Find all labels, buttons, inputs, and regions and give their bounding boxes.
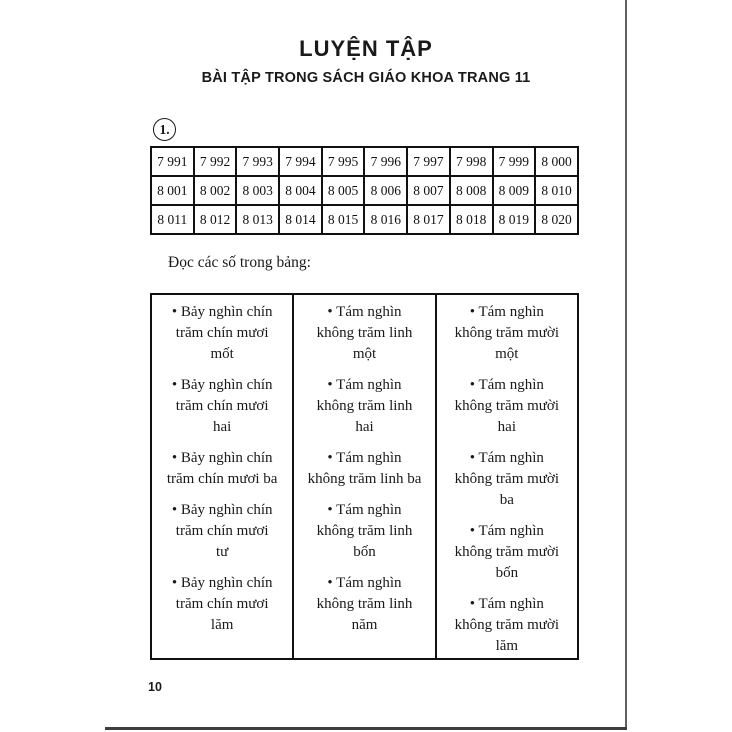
number-cell: 8 013 <box>236 205 279 234</box>
number-cell: 8 019 <box>493 205 536 234</box>
number-cell: 7 996 <box>364 147 407 176</box>
exercise-number-badge <box>153 118 176 141</box>
number-cell: 8 006 <box>364 176 407 205</box>
number-table-row <box>151 176 578 205</box>
reading-item: • Bảy nghìn chín trăm chín mươi tư <box>171 502 273 560</box>
reading-item: • Tám nghìn không trăm linh một <box>316 304 413 362</box>
reading-item: • Tám nghìn không trăm linh năm <box>316 575 413 633</box>
number-cell: 8 005 <box>322 176 365 205</box>
number-cell: 8 011 <box>151 205 194 234</box>
number-cell: 8 010 <box>535 176 578 205</box>
page-title: LUYỆN TẬP <box>299 36 433 61</box>
reading-column <box>294 295 436 658</box>
page-edge-bottom-line <box>105 727 627 730</box>
number-table <box>150 146 579 235</box>
number-cell: 8 017 <box>407 205 450 234</box>
number-cell: 8 009 <box>493 176 536 205</box>
number-table-row <box>151 205 578 234</box>
reading-item: • Tám nghìn không trăm linh hai <box>316 377 413 435</box>
reading-table <box>150 293 579 660</box>
number-cell: 8 008 <box>450 176 493 205</box>
reading-item: • Bảy nghìn chín trăm chín mươi mốt <box>171 304 273 362</box>
number-cell: 8 002 <box>194 176 237 205</box>
number-table-row <box>151 147 578 176</box>
number-cell: 8 014 <box>279 205 322 234</box>
number-cell: 7 995 <box>322 147 365 176</box>
reading-item: • Bảy nghìn chín trăm chín mươi hai <box>171 377 273 435</box>
number-cell: 8 000 <box>535 147 578 176</box>
reading-item: • Bảy nghìn chín trăm chín mươi lăm <box>171 575 273 633</box>
instruction-text: Đọc các số trong bảng: <box>168 254 311 271</box>
number-cell: 8 016 <box>364 205 407 234</box>
number-cell: 8 018 <box>450 205 493 234</box>
page-edge-right-line <box>625 0 627 730</box>
number-cell: 7 993 <box>236 147 279 176</box>
page-number: 10 <box>148 680 162 694</box>
number-cell: 8 003 <box>236 176 279 205</box>
number-cell: 8 004 <box>279 176 322 205</box>
number-cell: 8 012 <box>194 205 237 234</box>
reading-column <box>152 295 294 658</box>
exercise-number: 1. <box>159 122 170 137</box>
number-cell: 8 015 <box>322 205 365 234</box>
number-cell: 7 998 <box>450 147 493 176</box>
number-cell: 7 991 <box>151 147 194 176</box>
number-cell: 8 020 <box>535 205 578 234</box>
number-cell: 7 997 <box>407 147 450 176</box>
number-cell: 7 994 <box>279 147 322 176</box>
reading-item: • Tám nghìn không trăm mười bốn <box>454 523 560 581</box>
reading-item: • Bảy nghìn chín trăm chín mươi ba <box>166 450 278 487</box>
number-cell: 8 001 <box>151 176 194 205</box>
number-cell: 7 992 <box>194 147 237 176</box>
page-header <box>0 36 732 86</box>
page-subtitle: BÀI TẬP TRONG SÁCH GIÁO KHOA TRANG 11 <box>201 70 531 86</box>
reading-item: • Tám nghìn không trăm linh bốn <box>316 502 413 560</box>
reading-item: • Tám nghìn không trăm mười ba <box>454 450 560 508</box>
number-table-body <box>151 147 578 234</box>
reading-item: • Tám nghìn không trăm mười hai <box>454 377 560 435</box>
reading-column <box>437 295 577 658</box>
number-cell: 7 999 <box>493 147 536 176</box>
number-cell: 8 007 <box>407 176 450 205</box>
reading-item: • Tám nghìn không trăm mười một <box>454 304 560 362</box>
reading-item: • Tám nghìn không trăm mười lăm <box>454 596 560 654</box>
reading-item: • Tám nghìn không trăm linh ba <box>307 450 422 487</box>
